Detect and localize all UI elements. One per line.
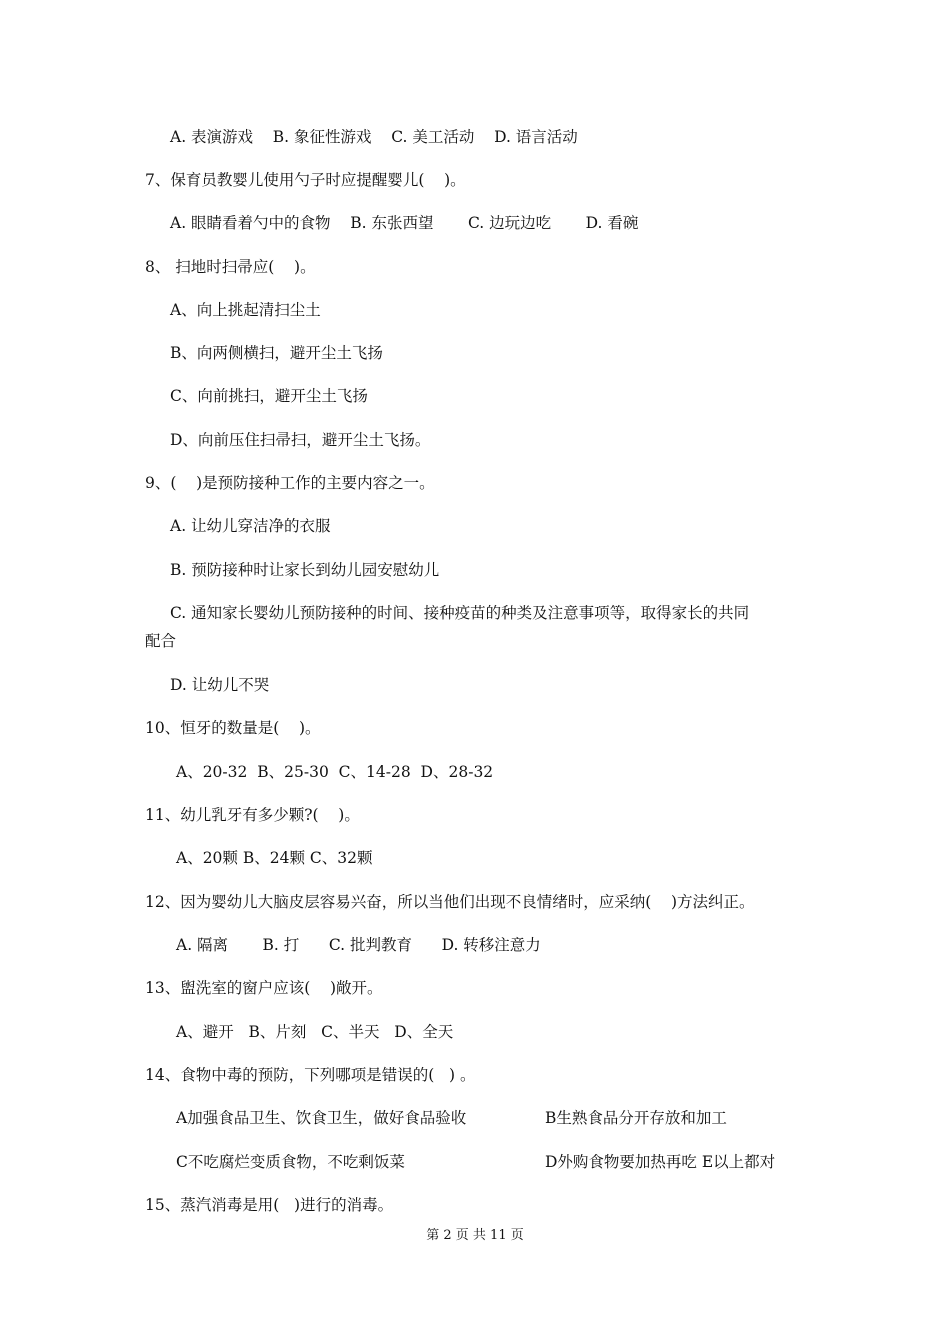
- page-footer: 第 2 页 共 11 页: [426, 1228, 524, 1243]
- q9-question: 9、( )是预防接种工作的主要内容之一。: [145, 474, 435, 492]
- q15-question: 15、蒸汽消毒是用( )进行的消毒。: [145, 1196, 394, 1214]
- q9-option-c: C. 通知家长婴幼儿预防接种的时间、接种疫苗的种类及注意事项等，取得家长的共同: [170, 604, 750, 622]
- q9-option-b: B. 预防接种时让家长到幼儿园安慰幼儿: [170, 561, 440, 579]
- q14-option-b: B生熟食品分开存放和加工: [545, 1109, 727, 1127]
- q8-option-b: B、向两侧横扫，避开尘土飞扬: [170, 344, 383, 362]
- q8-option-c: C、向前挑扫，避开尘土飞扬: [170, 387, 368, 405]
- q8-option-d: D、向前压住扫帚扫，避开尘土飞扬。: [170, 431, 431, 449]
- q12-options: A. 隔离 B. 打 C. 批判教育 D. 转移注意力: [176, 936, 541, 954]
- q13-question: 13、盥洗室的窗户应该( )敞开。: [145, 979, 383, 997]
- q8-question: 8、 扫地时扫帚应( )。: [145, 258, 316, 276]
- q13-options: A、避开 B、片刻 C、半天 D、全天: [176, 1023, 454, 1041]
- q9-option-d: D. 让幼儿不哭: [170, 676, 270, 694]
- q9-option-c-cont: 配合: [145, 632, 177, 650]
- q14-option-d-e: D外购食物要加热再吃 E以上都对: [545, 1153, 776, 1171]
- q14-question: 14、食物中毒的预防，下列哪项是错误的( ) 。: [145, 1066, 476, 1084]
- q7-question: 7、保育员教婴儿使用勺子时应提醒婴儿( )。: [145, 171, 466, 189]
- q7-options: A. 眼睛看着勺中的食物 B. 东张西望 C. 边玩边吃 D. 看碗: [170, 214, 639, 232]
- q9-option-a: A. 让幼儿穿洁净的衣服: [170, 517, 331, 535]
- q10-options: A、20-32 B、25-30 C、14-28 D、28-32: [176, 763, 494, 781]
- q14-option-a: A加强食品卫生、饮食卫生，做好食品验收: [176, 1109, 467, 1127]
- q6-options: A. 表演游戏 B. 象征性游戏 C. 美工活动 D. 语言活动: [170, 128, 578, 146]
- q11-options: A、20颗 B、24颗 C、32颗: [176, 849, 373, 867]
- q14-option-c: C不吃腐烂变质食物，不吃剩饭菜: [176, 1153, 405, 1171]
- q10-question: 10、恒牙的数量是( )。: [145, 719, 321, 737]
- q8-option-a: A、向上挑起清扫尘土: [170, 301, 321, 319]
- q12-question: 12、因为婴幼儿大脑皮层容易兴奋，所以当他们出现不良情绪时，应采纳( )方法纠正。: [145, 893, 755, 911]
- q11-question: 11、幼儿乳牙有多少颗?( )。: [145, 806, 360, 824]
